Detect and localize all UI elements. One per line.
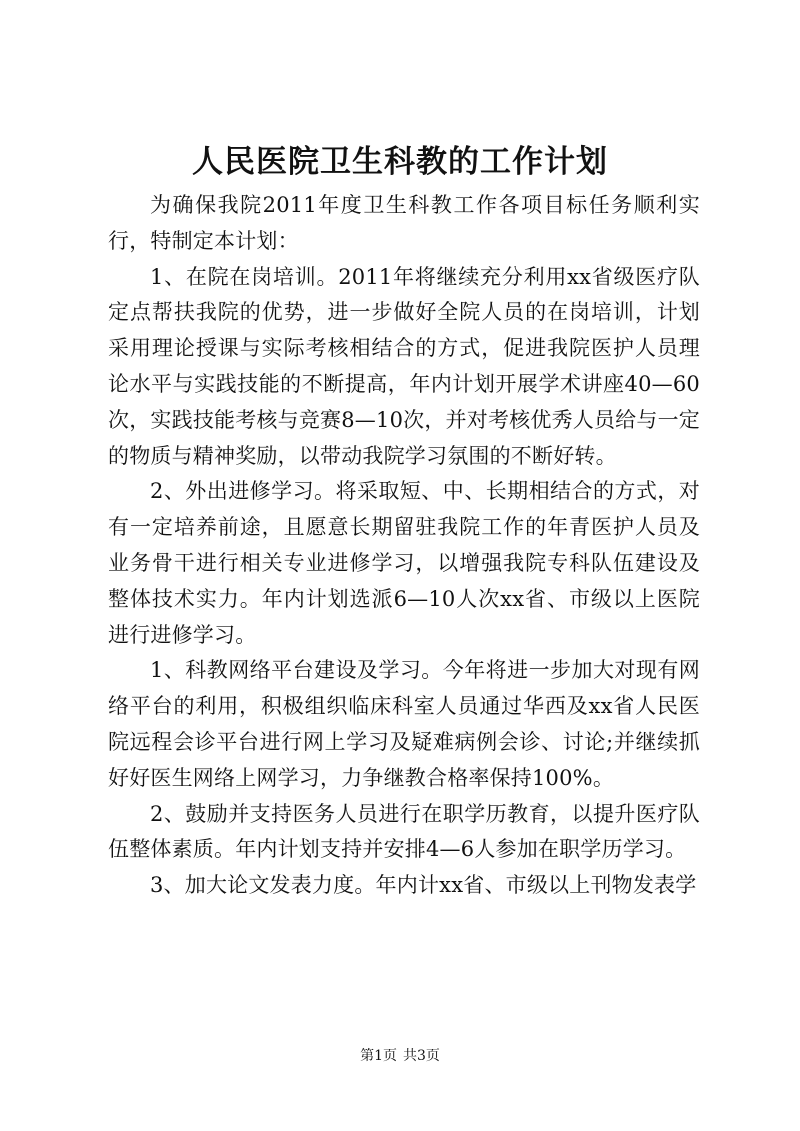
- paragraph-degree-education: 2、鼓励并支持医务人员进行在职学历教育，以提升医疗队伍整体素质。年内计划支持并安排4—6人参加在职学历学习。: [108, 801, 700, 862]
- paragraph-intro: 为确保我院2011年度卫生科教工作各项目标任务顺利实行，特制定本计划：: [108, 193, 700, 253]
- page-total: 共3页: [403, 1048, 440, 1064]
- paragraph-network-platform: 1、科教网络平台建设及学习。今年将进一步加大对现有网络平台的利用，积极组织临床科室人员通过华西及xx省人民医院远程会诊平台进行网上学习及疑难病例会诊、讨论;并继续抓好好医生网络上网学习，力争继教合格率保持100%。: [108, 658, 700, 790]
- page-footer: [0, 1046, 800, 1066]
- document-title: 人民医院卫生科教的工作计划: [192, 144, 608, 180]
- document-body: [108, 188, 700, 904]
- paragraph-external-study: 2、外出进修学习。将采取短、中、长期相结合的方式，对有一定培养前途，且愿意长期留驻我院工作的年青医护人员及业务骨干进行相关专业进修学习，以增强我院专科队伍建设及整体技术实力。年内计划选派6—10人次xx省、市级以上医院进行进修学习。: [108, 479, 700, 647]
- page-number: 第1页: [360, 1048, 397, 1064]
- paragraph-paper-publication: 3、加大论文发表力度。年内计xx省、市级以上刊物发表学: [150, 873, 697, 898]
- paragraph-in-hospital-training: 1、在院在岗培训。2011年将继续充分利用xx省级医疗队定点帮扶我院的优势，进一步做好全院人员的在岗培训，计划采用理论授课与实际考核相结合的方式，促进我院医护人员理论水平与实践技能的不断提高，年内计划开展学术讲座40—60次，实践技能考核与竞赛8—10次，并对考核优秀人员给与一定的物质与精神奖励，以带动我院学习氛围的不断好转。: [108, 264, 700, 468]
